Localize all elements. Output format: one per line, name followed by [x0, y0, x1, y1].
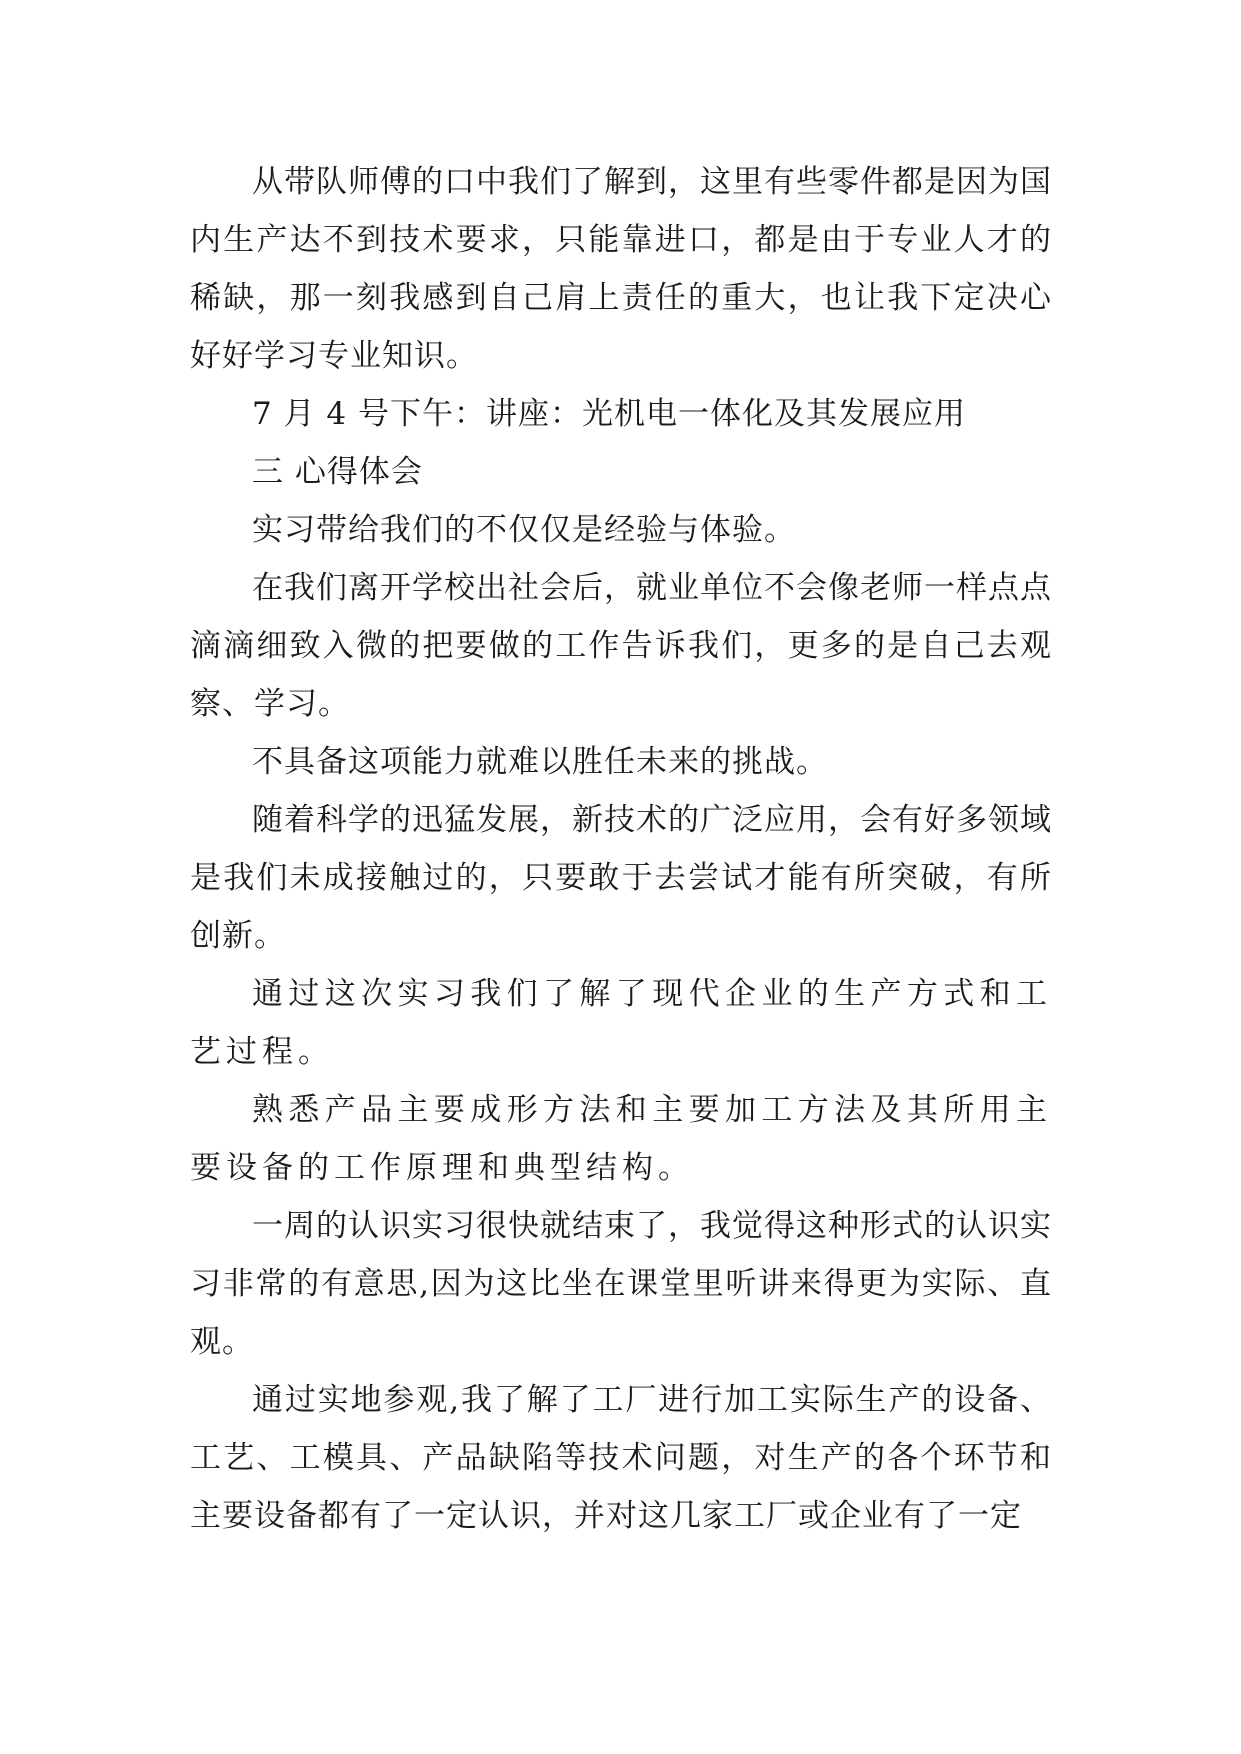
paragraph-science-development: 随着科学的迅猛发展，新技术的广泛应用，会有好多领域是我们未成接触过的，只要敢于去尝试才能有所突破，有所创新。 [190, 802, 1052, 954]
document-body [190, 153, 1052, 1545]
paragraph-production-process: 通过这次实习我们了解了现代企业的生产方式和工艺过程。 [190, 976, 1052, 1070]
section-heading-experience: 三 心得体会 [252, 454, 423, 490]
paragraph-week-summary: 一周的认识实习很快就结束了，我觉得这种形式的认识实习非常的有意思,因为这比坐在课堂里听讲来得更为实际、直观。 [190, 1208, 1052, 1360]
paragraph-after-school: 在我们离开学校出社会后，就业单位不会像老师一样点点滴滴细致入微的把要做的工作告诉我们，更多的是自己去观察、学习。 [190, 570, 1052, 722]
paragraph-internship-intro: 实习带给我们的不仅仅是经验与体验。 [252, 512, 796, 548]
paragraph-parts-import: 从带队师傅的口中我们了解到，这里有些零件都是因为国内生产达不到技术要求，只能靠进口，都是由于专业人才的稀缺，那一刻我感到自己肩上责任的重大，也让我下定决心好好学习专业知识。 [190, 164, 1052, 374]
paragraph-lecture-schedule: 7 月 4 号下午：讲座：光机电一体化及其发展应用 [252, 396, 967, 432]
paragraph-site-visit: 通过实地参观,我了解了工厂进行加工实际生产的设备、工艺、工模具、产品缺陷等技术问题，对生产的各个环节和主要设备都有了一定认识，并对这几家工厂或企业有了一定 [190, 1382, 1052, 1534]
paragraph-ability: 不具备这项能力就难以胜任未来的挑战。 [252, 744, 828, 780]
paragraph-forming-methods: 熟悉产品主要成形方法和主要加工方法及其所用主要设备的工作原理和典型结构。 [190, 1092, 1052, 1186]
